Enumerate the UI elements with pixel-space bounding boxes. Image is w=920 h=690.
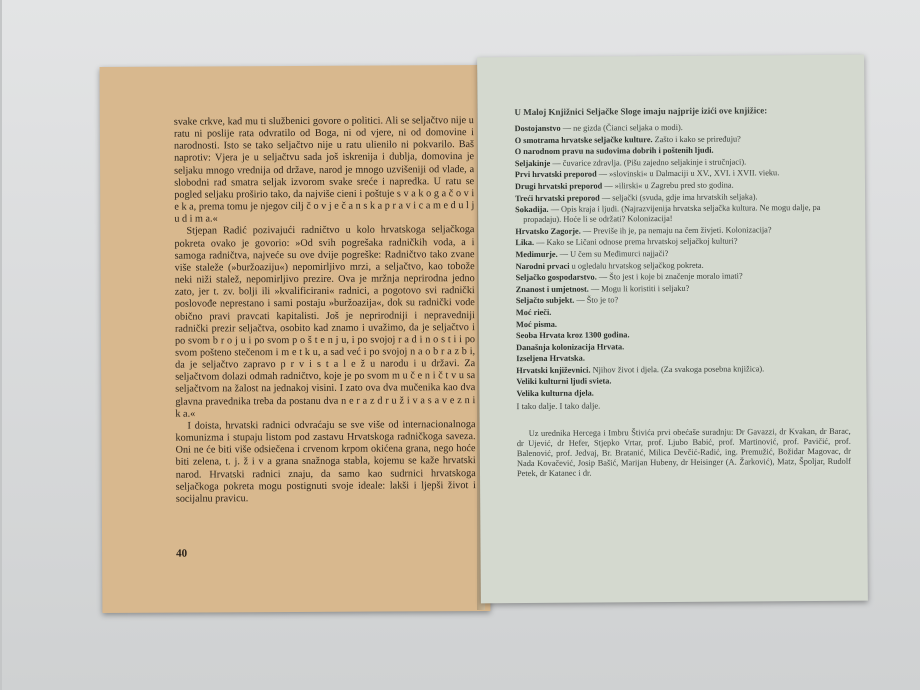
item-title: Prvi hrvatski preporod [514, 169, 597, 180]
list-item [515, 180, 849, 192]
list-item [516, 259, 850, 271]
list-item [515, 168, 849, 180]
item-title: Treći hrvatski preporod [515, 193, 600, 203]
item-title: Seljakinje [514, 158, 551, 168]
item-title: Sokadija. [515, 205, 549, 215]
item-title: Moć pisma. [515, 319, 558, 329]
item-title: Lika. [515, 238, 535, 248]
list-item [516, 375, 850, 387]
item-title: Hrvatski književnici. [516, 365, 591, 375]
list-item [516, 340, 850, 352]
list-item [516, 352, 850, 364]
list-item [516, 294, 850, 306]
item-title: Izseljena Hrvatska. [516, 353, 585, 364]
list-item [515, 203, 849, 225]
list-item [515, 225, 849, 237]
item-text: — čuvarice zdravlja. (Pišu zajedno seljakinje i stručnjaci). [550, 157, 747, 168]
item-title: Narodni prvaci [515, 261, 570, 271]
item-text: — »ilirski« u Zagrebu pred sto godina. [602, 180, 734, 191]
item-text: — Kako se Ličani odnose prema hrvatskoj seljačkoj kulturi? [534, 236, 738, 248]
list-item [516, 282, 850, 294]
item-text: — Opis kraja i ljudi. (Najrazvijenija hrvatska seljačka kultura. Ne mogu dalje, pa propadaju). Hoće li se održati? Kolonizacija! [523, 203, 821, 225]
list-item [516, 317, 850, 329]
item-text: Njihov život i djela. (Za svakoga posebna knjižica). [590, 364, 765, 375]
item-title: Seljačko gospodarstvo. [515, 272, 597, 283]
paragraph-1: svake crkve, kad mu ti službenici govore o politici. Ali se seljačtvo nije u ratu ni poslije rata odvratilo od Boga, ni od vjere, ni od domovine i narodnosti. Isto se tako seljačtvo nije u ratu ulienilo ni pokvarilo. Baš naprotiv: Vjera je u seljačtvu sada još iskrenija i dublja, domovina je seljaku mnogo vrednija od države, narod je mnogo uzvišeniji od vlade, a slobodni rad smatra seljak izvorom svake sreće i napredka. U ratu se pogled seljaku proširio tako, da najviše cieni i poštuje s v a k o g a č o v i e k a, prema tomu je njegov cilj č o v j e č a n s k a p r a v i c a m e d u l j u d i m a.« [173, 115, 475, 225]
item-text: — »slovinski« u Dalmaciji u XV., XVI. i XVII. vieku. [596, 168, 780, 179]
list-item [516, 271, 850, 283]
surface-seam [0, 0, 2, 690]
item-title: Drugi hrvatski preporod [514, 181, 603, 192]
item-title: Seoba Hrvata kroz 1300 godina. [516, 330, 630, 341]
item-title: Hrvatsko Zagorje. [515, 226, 581, 236]
item-text: — Mogu li koristiti i seljaku? [588, 283, 690, 294]
collaborators-paragraph: Uz urednika Hercega i Imbru Štivića prvi obećaše suradnju: Dr Gavazzi, dr Kvakan, dr Barac, dr Ujević, dr Hefer, Stjepko Vrtar, prof. Ljubo Babić, prof. Martinović, prof. Pavičić, prof. Balenović, prof. Jedvaj, Br. Bratanić, Milica Devčić-Radić, ing. Premužić, Božidar Magovac, dr Nada Kovačević, Josip Bašić, Marijan Hubeny, dr Heisinger (A. Žarković), Matz, Špoljar, Rudolf Petek, dr Katanec i dr. [516, 426, 851, 479]
item-text: — seljački (svuda, gdje ima hrvatskih seljaka). [599, 191, 758, 203]
publication-list [515, 122, 851, 399]
list-item [515, 248, 849, 260]
list-item [515, 122, 849, 134]
item-text: — Što jest i koje bi značenje moralo imati? [596, 271, 743, 282]
list-item [515, 145, 849, 157]
list-item [516, 387, 850, 399]
item-title: Seljačto subjekt. [515, 295, 575, 306]
item-title: Veliki kulturni ljudi svieta. [516, 376, 612, 387]
item-title: Dostojanstvo [514, 123, 561, 134]
page-number: 40 [176, 547, 188, 560]
list-item [516, 364, 850, 376]
list-item [515, 157, 849, 169]
list-intro: U Maloj Knjižnici Seljačke Sloge imaju najprije izići ove knjižice: [514, 105, 768, 118]
paragraph-2: Stjepan Radić pozivajući radničtvo u kolo hrvatskoga seljačkoga pokreta ovako je govorio: »Od svih pogrešaka radničkih voda, a i samoga radničtva, najveće su ove dvije pogreške: Radničtvo tako zvane više staleže (»buržoaziju«) nepomirljivo mrzi, a seljačtvo, kao tobože neki niži stalež, nepomirljivo prezire. Ova je mržnja neprirodna jedno zato, jer t. zv. bolji ili »kvalificirani« radnici, a pogotovo svi radnički poslovođe neprestano i sami postaju »buržoazija«, dok su radnički vode obično pravi pravcati kapitalisti. Još je neprirodniji i nepravedniji radnički prezir seljačtva, osobito kad znamo i uvažimo, da je seljačtvo i po svom b r o j u i po svom p o š t e n j u, i po svojoj r a d i n o s t i i po svom pošteno stečenom i m e t k u, a sad već i po svojoj n a o b r a z b i, da je seljačtvo zapravo p r v i s t a l e ž u narodu i u državi. Za seljačtvom dolazi odmah radničtvo, koje je po svom m u č e n i č t v u sa seljačtvom na žalost na jednakoj visini. I zato ova dva mučenika kao dva glavna pravednika treba da postanu dva n e r a z d r u ž i v a s a v e z n i k a.« [174, 224, 476, 420]
item-text: Zašto i kako se priređuju? [652, 134, 741, 144]
item-text: u ogledalu hrvatskog seljačkog pokreta. [569, 260, 704, 271]
item-text: — U čem su Međimurci najjači? [557, 248, 669, 259]
list-item [516, 329, 850, 341]
list-item [516, 306, 850, 318]
item-title: Znanost i umjetnost. [515, 284, 589, 294]
right-page [477, 55, 868, 604]
list-item [515, 236, 849, 248]
item-title: Moć rieči. [515, 307, 552, 317]
paragraph-3: I doista, hrvatski radnici odvraćaju se sve više od internacionalnoga komunizma i stupaju listom pod zastavu Hrvatskoga radničkoga saveza. Oni ne će biti više odsiečena i crvenom krpom okićena grana, nego hoće biti zelena, t. j. ž i v a grana snažnoga stabla, kojemu se kaže hrvatski narod. Hrvatski radnici znaju, da samo kao sudrnici hrvatskoga seljačkoga pokreta mogu postignuti svoje ideale: lakši i ljepši život i socijalnu pravicu. [175, 418, 476, 505]
list-item [515, 133, 849, 145]
item-title: Medimurje. [515, 249, 558, 260]
left-page [100, 65, 491, 613]
list-tail: I tako dalje. I tako dalje. [516, 400, 601, 411]
list-item [515, 191, 849, 203]
item-text: — ne gizda (Čianci seljaka o modi). [560, 122, 683, 133]
item-title: O narodnom pravu na sudovima dobrih i poštenih ljudi. [514, 145, 714, 157]
item-title: Današnja kolonizacija Hrvata. [516, 342, 625, 352]
item-title: O smotrama hrvatske seljačke kulture. [514, 134, 653, 145]
item-text: — Što je to? [574, 295, 619, 305]
item-title: Velika kulturna djela. [516, 388, 594, 399]
item-text: — Previše ih je, pa nemaju na čem živjeti. Kolonizacija? [580, 225, 772, 236]
